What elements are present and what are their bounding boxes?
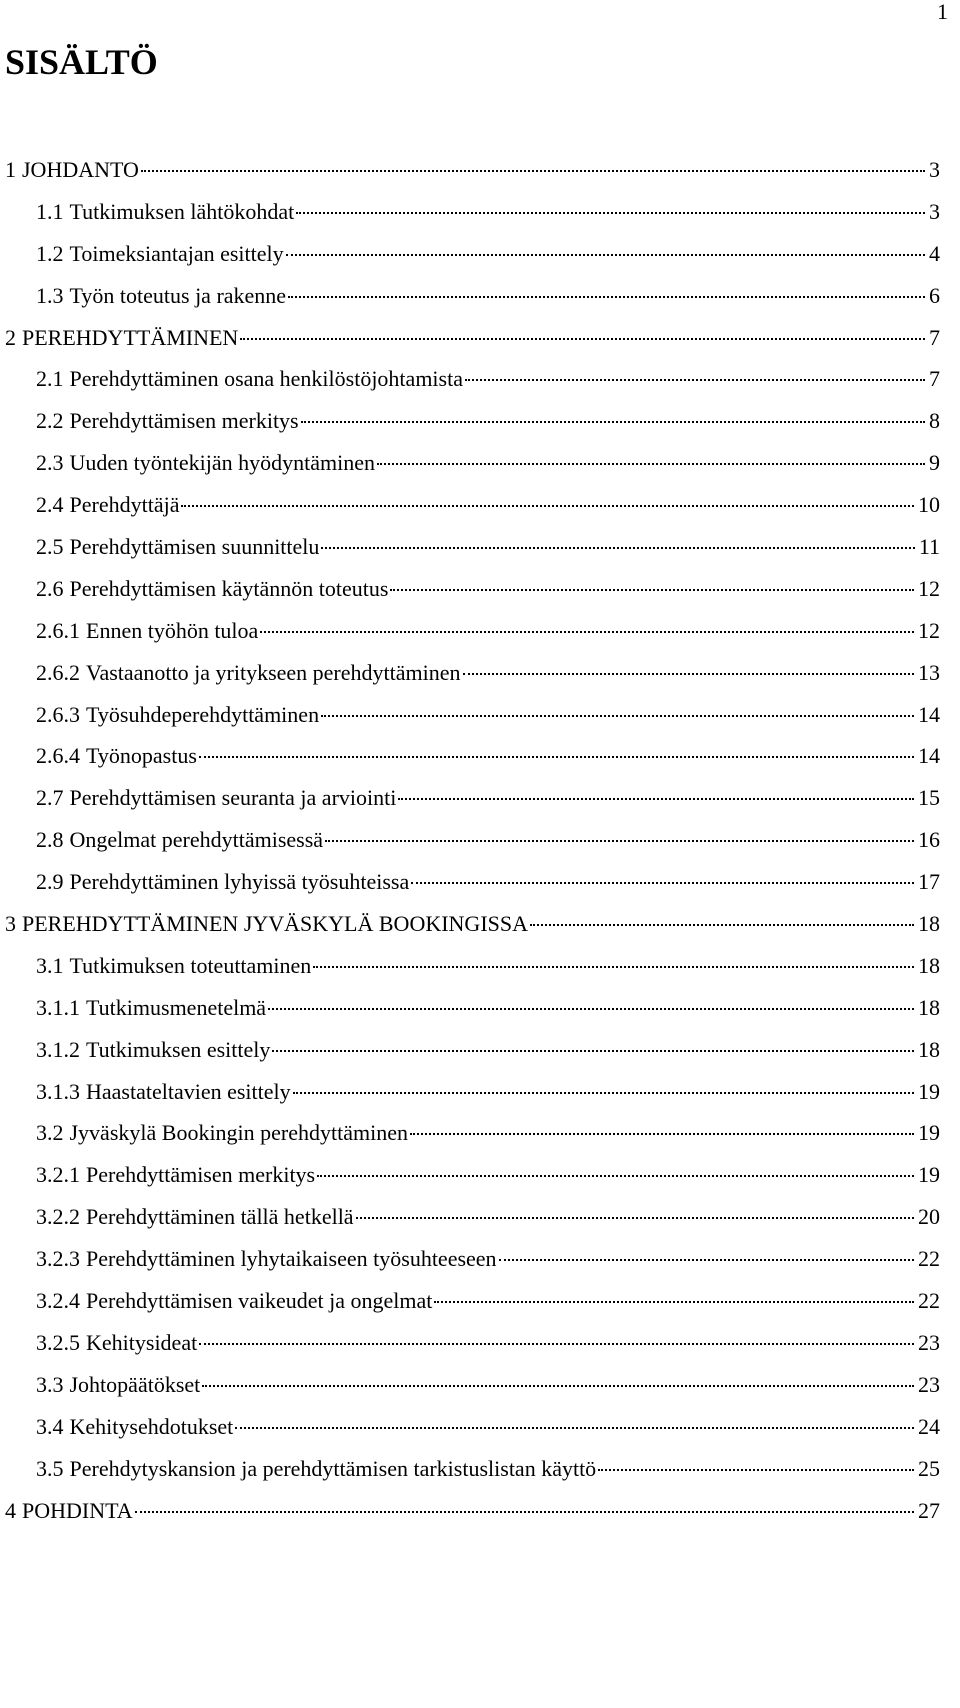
toc-entry-number: 3.2.1 bbox=[36, 1162, 80, 1188]
toc-entry-page-number: 15 bbox=[918, 785, 940, 811]
toc-dot-leader bbox=[325, 840, 914, 842]
toc-entry-page-number: 9 bbox=[929, 450, 940, 476]
toc-dot-leader bbox=[235, 1427, 914, 1429]
toc-entry[interactable] bbox=[0, 1157, 960, 1199]
toc-entry-page-number: 23 bbox=[918, 1329, 940, 1355]
toc-entry-title: Perehdyttäjä bbox=[69, 492, 180, 518]
toc-entry-title: Kehitysehdotukset bbox=[69, 1413, 234, 1439]
toc-entry-number: 3.1.3 bbox=[36, 1078, 80, 1104]
toc-entry-title: Perehdyttämisen seuranta ja arviointi bbox=[69, 785, 397, 811]
toc-dot-leader bbox=[240, 338, 925, 340]
toc-entry[interactable] bbox=[0, 1199, 960, 1241]
toc-entry-page-number: 10 bbox=[918, 492, 940, 518]
toc-dot-leader bbox=[411, 882, 914, 884]
toc-dot-leader bbox=[499, 1259, 914, 1261]
toc-entry-page-number: 25 bbox=[918, 1455, 940, 1481]
toc-entry-page-number: 19 bbox=[918, 1162, 940, 1188]
toc-entry-page-number: 22 bbox=[918, 1288, 940, 1314]
toc-entry[interactable] bbox=[0, 529, 960, 571]
toc-entry[interactable] bbox=[0, 571, 960, 613]
toc-dot-leader bbox=[181, 505, 914, 507]
toc-entry-title: Perehdyttäminen tällä hetkellä bbox=[86, 1204, 354, 1230]
toc-entry-number: 2 bbox=[5, 324, 16, 350]
toc-entry-page-number: 11 bbox=[918, 534, 940, 560]
toc-dot-leader bbox=[268, 1008, 914, 1010]
toc-entry[interactable] bbox=[0, 1241, 960, 1283]
toc-dot-leader bbox=[301, 421, 925, 423]
toc-entry-title: Kehitysideat bbox=[86, 1329, 198, 1355]
toc-dot-leader bbox=[141, 170, 925, 172]
toc-entry-number: 3.2.3 bbox=[36, 1246, 80, 1272]
toc-entry[interactable] bbox=[0, 697, 960, 739]
toc-entry-page-number: 12 bbox=[918, 575, 940, 601]
toc-entry-number: 1 bbox=[5, 157, 16, 182]
toc-entry-number: 2.9 bbox=[36, 869, 64, 895]
toc-dot-leader bbox=[465, 379, 925, 381]
toc-entry[interactable] bbox=[0, 445, 960, 487]
toc-dot-leader bbox=[199, 756, 914, 758]
toc-entry[interactable] bbox=[0, 403, 960, 445]
toc-entry-title: Perehdyttämisen merkitys bbox=[86, 1162, 316, 1188]
toc-entry-page-number: 3 bbox=[929, 157, 940, 182]
toc-entry[interactable] bbox=[0, 1367, 960, 1409]
toc-dot-leader bbox=[356, 1217, 914, 1219]
toc-entry-number: 2.1 bbox=[36, 366, 64, 392]
toc-entry[interactable] bbox=[0, 822, 960, 864]
toc-dot-leader bbox=[390, 589, 914, 591]
toc-entry-title: Toimeksiantajan esittely bbox=[69, 240, 284, 266]
toc-entry-page-number: 20 bbox=[918, 1204, 940, 1230]
toc-entry[interactable] bbox=[0, 1409, 960, 1451]
toc-entry-title: Haastateltavien esittely bbox=[86, 1078, 291, 1104]
toc-dot-leader bbox=[288, 296, 925, 298]
toc-entry-number: 2.5 bbox=[36, 534, 64, 560]
toc-entry-page-number: 12 bbox=[918, 617, 940, 643]
toc-entry-title: Tutkimuksen lähtökohdat bbox=[69, 198, 295, 224]
toc-entry[interactable] bbox=[0, 1283, 960, 1325]
toc-entry-page-number: 18 bbox=[918, 952, 940, 978]
toc-dot-leader bbox=[463, 673, 915, 675]
toc-entry[interactable] bbox=[0, 1032, 960, 1074]
toc-entry-number: 3.4 bbox=[36, 1413, 64, 1439]
toc-entry-number: 3.1.1 bbox=[36, 994, 80, 1020]
toc-entry-title: Perehdyttäminen osana henkilöstöjohtamista bbox=[69, 366, 463, 392]
toc-dot-leader bbox=[434, 1301, 914, 1303]
toc-entry-number: 2.2 bbox=[36, 408, 64, 434]
toc-entry-page-number: 23 bbox=[918, 1371, 940, 1397]
toc-entry-number: 1.3 bbox=[36, 282, 64, 308]
toc-entry-title: Perehdyttäminen lyhytaikaiseen työsuhteeseen bbox=[86, 1246, 497, 1272]
toc-dot-leader bbox=[410, 1133, 914, 1135]
toc-dot-leader bbox=[598, 1469, 914, 1471]
toc-entry-title: Työnopastus bbox=[86, 743, 197, 769]
toc-entry-page-number: 18 bbox=[918, 911, 940, 937]
toc-entry-title: Perehdyttämisen merkitys bbox=[69, 408, 299, 434]
table-of-contents bbox=[0, 152, 960, 1534]
toc-entry-title: Perehdytyskansion ja perehdyttämisen tarkistuslistan käyttö bbox=[69, 1455, 597, 1481]
toc-entry[interactable] bbox=[0, 1325, 960, 1367]
toc-entry-title: Tutkimusmenetelmä bbox=[86, 994, 267, 1020]
toc-entry-number: 3.5 bbox=[36, 1455, 64, 1481]
toc-entry-number: 3 bbox=[5, 911, 16, 937]
toc-entry-page-number: 8 bbox=[929, 408, 940, 434]
toc-dot-leader bbox=[135, 1511, 914, 1513]
toc-entry-title: Uuden työntekijän hyödyntäminen bbox=[69, 450, 375, 476]
toc-entry-title: Perehdyttämisen vaikeudet ja ongelmat bbox=[86, 1288, 433, 1314]
toc-entry-page-number: 19 bbox=[918, 1078, 940, 1104]
toc-entry-page-number: 6 bbox=[929, 282, 940, 308]
toc-dot-leader bbox=[321, 547, 914, 549]
toc-entry-number: 4 bbox=[5, 1497, 16, 1523]
toc-dot-leader bbox=[286, 254, 925, 256]
toc-entry-page-number: 13 bbox=[918, 659, 940, 685]
toc-entry-title: Jyväskylä Bookingin perehdyttäminen bbox=[69, 1120, 408, 1146]
toc-entry[interactable] bbox=[0, 1074, 960, 1116]
toc-entry-title: Ongelmat perehdyttämisessä bbox=[69, 827, 324, 853]
toc-entry-number: 3.2.2 bbox=[36, 1204, 80, 1230]
toc-entry-number: 2.6.3 bbox=[36, 701, 80, 727]
toc-dot-leader bbox=[313, 966, 914, 968]
toc-entry[interactable] bbox=[0, 487, 960, 529]
toc-entry-number: 2.3 bbox=[36, 450, 64, 476]
toc-entry-number: 1.1 bbox=[36, 198, 64, 224]
toc-entry-number: 2.6.2 bbox=[36, 659, 80, 685]
toc-entry-page-number: 24 bbox=[918, 1413, 940, 1439]
toc-entry-page-number: 14 bbox=[918, 743, 940, 769]
toc-entry[interactable] bbox=[0, 320, 960, 362]
toc-entry-number: 2.6 bbox=[36, 575, 64, 601]
toc-entry-number: 2.8 bbox=[36, 827, 64, 853]
toc-entry[interactable] bbox=[0, 948, 960, 990]
toc-entry[interactable] bbox=[0, 906, 960, 948]
toc-entry[interactable] bbox=[0, 361, 960, 403]
toc-entry-page-number: 7 bbox=[929, 324, 940, 350]
toc-entry-page-number: 19 bbox=[918, 1120, 940, 1146]
page-title: SISÄLTÖ bbox=[5, 42, 158, 82]
toc-entry-page-number: 7 bbox=[929, 366, 940, 392]
toc-entry-number: 1.2 bbox=[36, 240, 64, 266]
toc-entry-title: Tutkimuksen toteuttaminen bbox=[69, 952, 312, 978]
toc-entry-page-number: 3 bbox=[929, 198, 940, 224]
toc-entry-page-number: 16 bbox=[918, 827, 940, 853]
toc-entry-title: PEREHDYTTÄMINEN JYVÄSKYLÄ BOOKINGISSA bbox=[22, 911, 528, 937]
toc-entry-page-number: 27 bbox=[918, 1497, 940, 1523]
toc-entry-title: Perehdyttämisen käytännön toteutus bbox=[69, 575, 389, 601]
toc-dot-leader bbox=[260, 631, 914, 633]
toc-entry-page-number: 4 bbox=[929, 240, 940, 266]
toc-entry[interactable] bbox=[0, 780, 960, 822]
toc-entry-page-number: 18 bbox=[918, 994, 940, 1020]
toc-entry[interactable] bbox=[0, 236, 960, 278]
toc-entry-number: 3.1 bbox=[36, 952, 64, 978]
toc-entry[interactable] bbox=[0, 152, 960, 194]
toc-entry-page-number: 17 bbox=[918, 869, 940, 895]
toc-entry-title: Johtopäätökset bbox=[69, 1371, 201, 1397]
toc-entry-number: 2.7 bbox=[36, 785, 64, 811]
toc-dot-leader bbox=[321, 715, 914, 717]
toc-entry-title: Työn toteutus ja rakenne bbox=[69, 282, 287, 308]
toc-entry[interactable] bbox=[0, 738, 960, 780]
toc-entry-page-number: 22 bbox=[918, 1246, 940, 1272]
toc-entry[interactable] bbox=[0, 1451, 960, 1493]
toc-entry-title: POHDINTA bbox=[22, 1497, 133, 1523]
toc-entry[interactable] bbox=[0, 990, 960, 1032]
toc-entry-number: 2.6.1 bbox=[36, 617, 80, 643]
toc-entry-page-number: 14 bbox=[918, 701, 940, 727]
toc-entry-title: PEREHDYTTÄMINEN bbox=[22, 324, 239, 350]
toc-entry-number: 3.2 bbox=[36, 1120, 64, 1146]
page-number: 1 bbox=[937, 0, 948, 24]
toc-dot-leader bbox=[317, 1175, 914, 1177]
toc-entry-title: Vastaanotto ja yritykseen perehdyttäminen bbox=[86, 659, 461, 685]
toc-entry-number: 3.3 bbox=[36, 1371, 64, 1397]
toc-entry-number: 3.1.2 bbox=[36, 1036, 80, 1062]
toc-entry-number: 3.2.5 bbox=[36, 1329, 80, 1355]
toc-entry[interactable] bbox=[0, 1493, 960, 1535]
toc-entry[interactable] bbox=[0, 613, 960, 655]
toc-entry-title: JOHDANTO bbox=[22, 157, 139, 182]
toc-entry-title: Perehdyttämisen suunnittelu bbox=[69, 534, 320, 560]
toc-dot-leader bbox=[293, 1092, 914, 1094]
toc-entry-title: Työsuhdeperehdyttäminen bbox=[86, 701, 320, 727]
toc-dot-leader bbox=[296, 212, 925, 214]
toc-dot-leader bbox=[398, 798, 914, 800]
toc-dot-leader bbox=[202, 1385, 914, 1387]
toc-entry[interactable] bbox=[0, 1115, 960, 1157]
toc-dot-leader bbox=[199, 1343, 914, 1345]
toc-entry-title: Perehdyttäminen lyhyissä työsuhteissa bbox=[69, 869, 410, 895]
toc-entry-number: 3.2.4 bbox=[36, 1288, 80, 1314]
toc-entry[interactable] bbox=[0, 194, 960, 236]
toc-entry-number: 2.4 bbox=[36, 492, 64, 518]
toc-entry-page-number: 18 bbox=[918, 1036, 940, 1062]
toc-entry-title: Ennen työhön tuloa bbox=[86, 617, 259, 643]
toc-entry-title: Tutkimuksen esittely bbox=[86, 1036, 271, 1062]
toc-dot-leader bbox=[272, 1050, 914, 1052]
toc-dot-leader bbox=[377, 463, 925, 465]
toc-dot-leader bbox=[530, 924, 914, 926]
toc-entry[interactable] bbox=[0, 864, 960, 906]
toc-entry[interactable] bbox=[0, 655, 960, 697]
toc-entry[interactable] bbox=[0, 278, 960, 320]
toc-entry-number: 2.6.4 bbox=[36, 743, 80, 769]
